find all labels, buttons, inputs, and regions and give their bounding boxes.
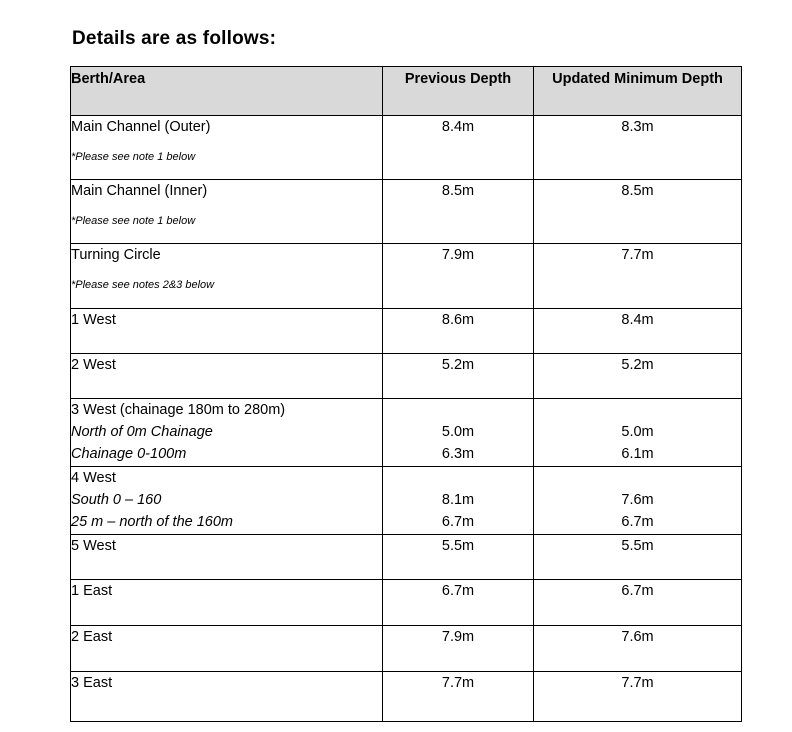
- table-row: [71, 399, 742, 467]
- row-previous: 8.5m: [441, 183, 475, 199]
- row-updated: 6.7m: [621, 583, 654, 599]
- header-previous-depth: Previous Depth: [383, 67, 534, 116]
- row-previous: 5.5m: [441, 538, 475, 554]
- row-area: 4 West: [71, 470, 116, 486]
- row-area: 1 West: [71, 312, 116, 328]
- row-area: 5 West: [71, 538, 116, 554]
- table-row: [71, 180, 742, 244]
- row-previous: 5.2m: [441, 357, 475, 373]
- row-area: Turning Circle: [71, 247, 161, 263]
- row-area: 3 West (chainage 180m to 280m): [71, 402, 286, 418]
- row-area: 2 East: [71, 629, 113, 645]
- table-row: [71, 467, 742, 535]
- depths-table: [70, 66, 742, 722]
- row-area: Main Channel (Inner): [71, 183, 208, 199]
- table-header-row: [71, 67, 742, 116]
- row-updated: 5.2m: [621, 357, 654, 373]
- row-note: *Please see notes 2&3 below: [71, 279, 215, 291]
- row-sub-updated: 5.0m: [621, 424, 654, 440]
- row-sub-label: South 0 – 160: [71, 492, 162, 508]
- row-note: *Please see note 1 below: [71, 151, 196, 163]
- row-sub-previous: 5.0m: [441, 424, 475, 440]
- row-updated: 7.6m: [621, 629, 654, 645]
- row-updated: 8.3m: [621, 119, 654, 135]
- table-row: [71, 244, 742, 309]
- table-row: [71, 535, 742, 580]
- table-row: [71, 626, 742, 672]
- row-sub-label: North of 0m Chainage: [71, 424, 213, 440]
- row-sub-previous: 8.1m: [441, 492, 475, 508]
- row-sub-updated: 6.7m: [621, 514, 654, 530]
- row-updated: 8.5m: [621, 183, 654, 199]
- row-area: 2 West: [71, 357, 116, 373]
- row-updated: 5.5m: [621, 538, 654, 554]
- table-row: [71, 354, 742, 399]
- page-heading: Details are as follows:: [72, 28, 277, 49]
- row-area: 1 East: [71, 583, 113, 599]
- row-area: 3 East: [71, 675, 113, 691]
- header-updated-depth: Updated Minimum Depth: [534, 67, 742, 116]
- table-row: [71, 309, 742, 354]
- row-sub-label: 25 m – north of the 160m: [71, 514, 234, 530]
- row-previous: 6.7m: [441, 583, 475, 599]
- row-sub-previous: 6.7m: [441, 514, 475, 530]
- row-sub-previous: 6.3m: [441, 446, 475, 462]
- row-sub-label: Chainage 0-100m: [71, 446, 187, 462]
- row-previous: 8.4m: [441, 119, 475, 135]
- table-row: [71, 672, 742, 722]
- row-sub-updated: 7.6m: [621, 492, 654, 508]
- row-sub-updated: 6.1m: [621, 446, 654, 462]
- row-area: Main Channel (Outer): [71, 119, 211, 135]
- row-updated: 7.7m: [621, 247, 654, 263]
- row-updated: 8.4m: [621, 312, 654, 328]
- table-row: [71, 580, 742, 626]
- table-row: [71, 116, 742, 180]
- row-note: *Please see note 1 below: [71, 215, 196, 227]
- row-previous: 7.9m: [441, 629, 475, 645]
- row-updated: 7.7m: [621, 675, 654, 691]
- row-previous: 8.6m: [441, 312, 475, 328]
- row-previous: 7.9m: [441, 247, 475, 263]
- row-previous: 7.7m: [441, 675, 475, 691]
- header-berth-area: Berth/Area: [71, 67, 383, 116]
